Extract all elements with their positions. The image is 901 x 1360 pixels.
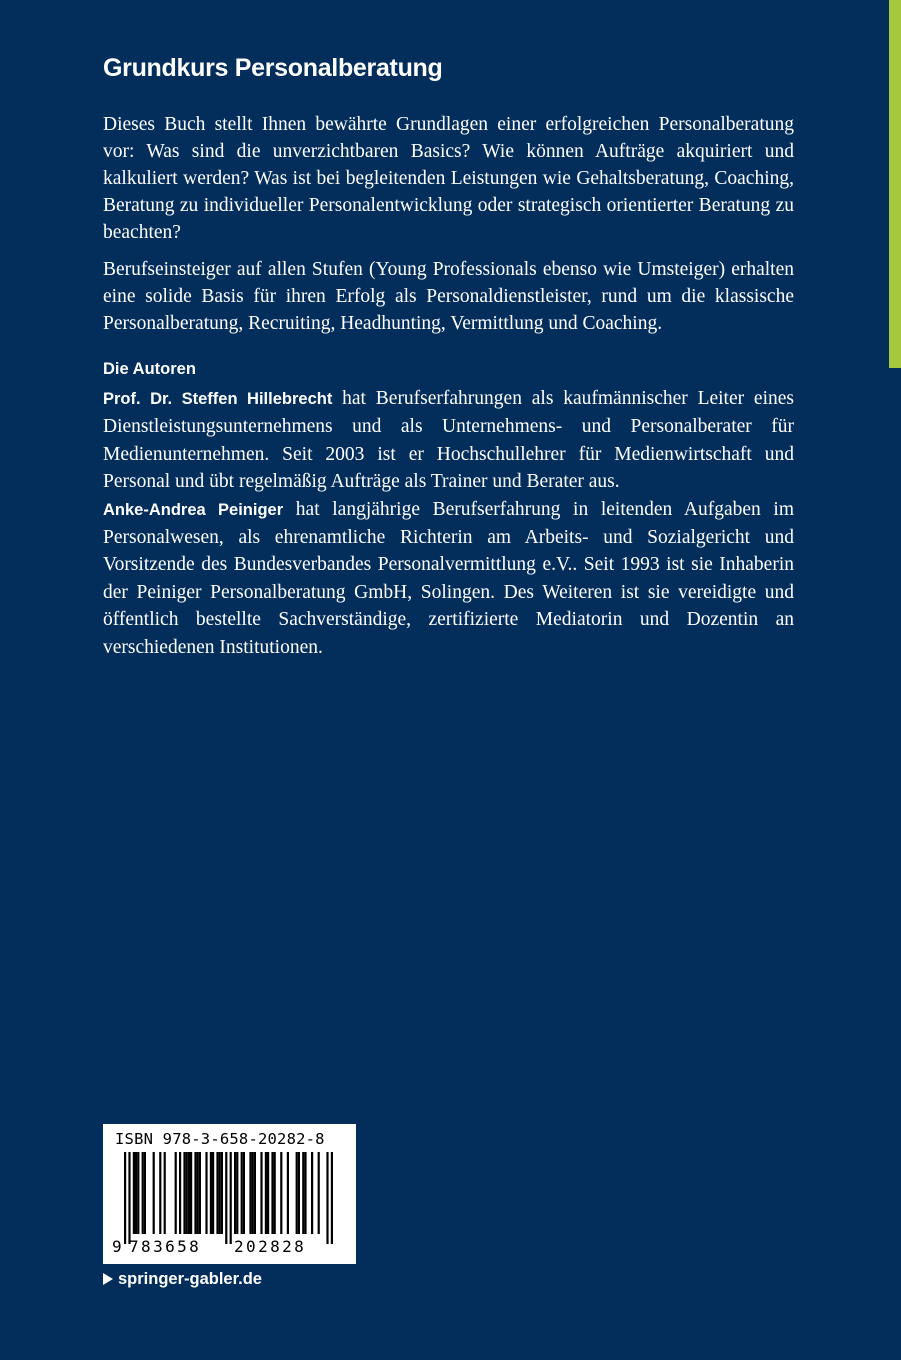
barcode-bar: [254, 1152, 256, 1234]
barcode-digits-right: 202828: [234, 1237, 307, 1256]
barcode-bar: [219, 1152, 221, 1234]
barcode-bar: [236, 1152, 238, 1234]
barcode-bar: [271, 1152, 273, 1234]
barcode-bar: [190, 1152, 192, 1234]
barcode-bar: [318, 1152, 320, 1234]
barcode-bar: [265, 1152, 267, 1234]
barcode-bar: [274, 1152, 276, 1234]
barcode-digits-left: 783658: [129, 1237, 202, 1256]
barcode-bar: [210, 1152, 212, 1234]
author-bio-text-1: hat Berufserfahrungen als kaufmännischer Leiter eines Dienstleistungsunternehmens und als Unternehmens- und Personalberater für Medienunternehmen. Seit 2003 ist er Hochschullehrer für Medienwirtschaft und Personal und übt regelmäßig Aufträge als Trainer und Berater aus.: [103, 388, 794, 493]
barcode-bar: [135, 1152, 137, 1234]
barcode-bar: [194, 1152, 196, 1234]
barcode-bar: [296, 1152, 298, 1234]
barcode-bar: [298, 1152, 300, 1234]
author-bio-2: [103, 496, 794, 661]
barcode-bar: [164, 1152, 166, 1234]
barcode-bar: [186, 1152, 188, 1234]
barcode-bar: [159, 1152, 161, 1234]
barcode-bar: [225, 1152, 227, 1244]
book-title: Grundkurs Personalberatung: [103, 54, 443, 82]
publisher-link[interactable]: [103, 1268, 262, 1290]
author-name-2: Anke-Andrea Peiniger: [103, 500, 284, 519]
barcode-bar: [197, 1152, 199, 1234]
barcode-bar: [331, 1152, 333, 1244]
barcode-bar: [230, 1152, 232, 1244]
barcode-bar: [144, 1152, 146, 1234]
barcode-bar: [205, 1152, 207, 1234]
authors-heading: Die Autoren: [103, 360, 196, 378]
barcode-bar: [183, 1152, 185, 1234]
barcode-bar: [175, 1152, 177, 1234]
barcode-bar: [302, 1152, 304, 1234]
isbn-label: ISBN 978-3-658-20282-8: [115, 1130, 325, 1148]
barcode-bar: [304, 1152, 306, 1234]
barcode-bar: [267, 1152, 269, 1234]
description-paragraph-2: Berufseinsteiger auf allen Stufen (Young Professionals ebenso wie Umsteiger) erhalten eine solide Basis für ihren Erfolg als Personaldienstleister, rund um die klassische Personalberatung, Recruiting, Headhunting, Vermittlung und Coaching.: [103, 259, 794, 334]
author-bio-text-2: hat langjährige Berufserfahrung in leitenden Aufgaben im Personalwesen, als ehrenamtliche Richterin am Arbeits- und Sozialgericht und Vorsitzende des Bundesverbandes Personalvermittlung e.V.. Seit 1993 ist sie Inhaberin der Peiniger Personalberatung GmbH, Solingen. Des Weiteren ist sie vereidigte und öffentlich bestellte Sachverständige, zertifizierte Mediatorin und Dozentin an verschiedenen Institutionen.: [103, 498, 794, 658]
barcode-bar: [234, 1152, 236, 1234]
back-cover-content: [103, 52, 794, 661]
barcode-digit-first: 9: [112, 1237, 122, 1256]
triangle-arrow-icon: [103, 1273, 113, 1285]
barcode-bar: [212, 1152, 214, 1234]
author-name-1: Prof. Dr. Steffen Hillebrecht: [103, 390, 333, 408]
publisher-url[interactable]: springer-gabler.de: [118, 1270, 262, 1288]
barcode-bar: [241, 1152, 243, 1234]
barcode-bar: [142, 1152, 144, 1234]
barcode-bar: [252, 1152, 254, 1234]
barcode-bar: [243, 1152, 245, 1234]
barcode-bar: [260, 1152, 262, 1234]
barcode-bar: [133, 1152, 135, 1234]
isbn-barcode: [103, 1124, 356, 1264]
barcode-bar: [216, 1152, 218, 1234]
barcode-bar: [124, 1152, 126, 1244]
barcode-bar: [188, 1152, 190, 1234]
description-paragraph-1: Dieses Buch stellt Ihnen bewährte Grundlagen einer erfolgreichen Personalberatung vor: Was sind die unverzichtbaren Basics? Wie können Aufträge akquiriert und kalkuliert werden? Was ist bei begleitenden Leistungen wie Gehaltsberatung, Coaching, Beratung zu individueller Personalentwicklung oder strategisch orientierter Beratung zu beachten?: [103, 114, 794, 243]
barcode-bar: [128, 1152, 130, 1244]
barcode-bar: [249, 1152, 251, 1234]
author-bio-1: [103, 385, 794, 496]
barcode-bar: [199, 1152, 201, 1234]
barcode-bar: [179, 1152, 181, 1234]
barcode-bar: [280, 1152, 282, 1234]
barcode-bar: [287, 1152, 289, 1234]
barcode-bar: [311, 1152, 313, 1234]
barcode-bar: [137, 1152, 139, 1234]
accent-bar: [889, 0, 901, 368]
barcode-bar: [326, 1152, 328, 1244]
barcode-bar: [221, 1152, 223, 1234]
barcode-bar: [153, 1152, 155, 1234]
